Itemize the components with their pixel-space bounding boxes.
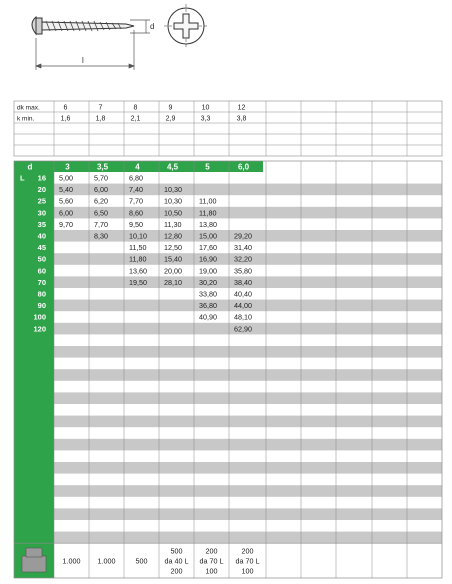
- table-stripe: [54, 416, 442, 428]
- pack-quantity: 500: [135, 556, 148, 566]
- price-cell: 5,70: [94, 173, 108, 183]
- price-cell: 10,50: [164, 208, 182, 218]
- table-stripe: [54, 462, 442, 474]
- diameter-header: 4,5: [166, 162, 179, 172]
- price-cell: 11,80: [129, 254, 147, 264]
- price-cell: 11,50: [129, 243, 147, 253]
- price-cell: 6,20: [94, 196, 108, 206]
- spec-value: 2,9: [165, 115, 176, 123]
- spec-value: 8: [133, 104, 138, 112]
- diameter-header: 3: [65, 162, 70, 172]
- spec-value: 1,6: [60, 115, 71, 123]
- price-cell: 15,00: [199, 231, 217, 241]
- table-stripe: [54, 346, 442, 358]
- price-cell: 7,40: [129, 185, 143, 195]
- price-cell: 13,60: [129, 266, 147, 276]
- price-cell: 11,00: [199, 196, 217, 206]
- price-cell: 62,90: [234, 324, 252, 334]
- length-label: 25: [37, 196, 46, 206]
- price-cell: 35,80: [234, 266, 252, 276]
- length-label: 45: [37, 243, 46, 253]
- price-cell: 32,20: [234, 254, 252, 264]
- dimension-d-label: d: [150, 22, 155, 31]
- price-cell: 9,50: [129, 219, 143, 229]
- table-stripe: [54, 485, 442, 497]
- price-cell: 6,00: [59, 208, 73, 218]
- length-label: 16: [37, 173, 46, 183]
- price-cell: 8,60: [129, 208, 143, 218]
- price-cell: 38,40: [234, 277, 252, 287]
- price-cell: 10,30: [164, 185, 182, 195]
- diameter-header: 6,0: [237, 162, 250, 172]
- pack-quantity: da 70 L: [235, 556, 260, 566]
- price-cell: 16,90: [199, 254, 217, 264]
- price-cell: 8,30: [94, 231, 108, 241]
- dimension-l-label: l: [82, 56, 84, 65]
- price-cell: 28,10: [164, 277, 182, 287]
- table-stripe: [54, 392, 442, 404]
- price-cell: 6,50: [94, 208, 108, 218]
- price-cell: 30,20: [199, 277, 217, 287]
- price-cell: 13,80: [199, 219, 217, 229]
- pack-quantity: da 70 L: [199, 556, 224, 566]
- price-cell: 11,80: [199, 208, 217, 218]
- spec-value: 12: [237, 104, 246, 112]
- price-cell: 40,40: [234, 289, 252, 299]
- length-column: [14, 172, 54, 578]
- price-cell: 7,70: [94, 219, 108, 229]
- pack-quantity: 100: [205, 566, 218, 576]
- price-cell: 6,80: [129, 173, 143, 183]
- spec-value: 3,8: [236, 115, 247, 123]
- length-label: 35: [37, 219, 46, 229]
- price-cell: 48,10: [234, 312, 252, 322]
- spec-value: 1,8: [95, 115, 106, 123]
- table-stripe: [54, 532, 442, 544]
- price-cell: 33,80: [199, 289, 217, 299]
- price-cell: 6,00: [94, 185, 108, 195]
- spec-row-label: dk max.: [17, 104, 40, 112]
- pack-quantity: 200: [170, 566, 183, 576]
- length-label: 80: [37, 289, 46, 299]
- price-cell: 19,50: [129, 277, 147, 287]
- price-cell: 15,40: [164, 254, 182, 264]
- table-stripe: [54, 369, 442, 381]
- spec-row-label: k min.: [17, 115, 35, 123]
- spec-value: 9: [168, 104, 173, 112]
- diameter-header: 5: [205, 162, 210, 172]
- spec-value: 2,1: [130, 115, 141, 123]
- pack-quantity: 500: [170, 546, 183, 556]
- price-cell: 5,40: [59, 185, 73, 195]
- length-prefix: L: [20, 173, 25, 183]
- price-cell: 20,00: [164, 266, 182, 276]
- price-cell: 5,00: [59, 173, 73, 183]
- spec-value: 10: [201, 104, 210, 112]
- length-label: 40: [37, 231, 46, 241]
- length-label: 60: [37, 266, 46, 276]
- price-cell: 17,60: [199, 243, 217, 253]
- pack-quantity: 1.000: [62, 556, 81, 566]
- length-label: 70: [37, 277, 46, 287]
- pack-quantity: da 40 L: [164, 556, 189, 566]
- length-label: 100: [33, 312, 46, 322]
- price-cell: 12,80: [164, 231, 182, 241]
- price-cell: 7,70: [129, 196, 143, 206]
- price-cell: 29,20: [234, 231, 252, 241]
- price-cell: 40,90: [199, 312, 217, 322]
- price-cell: 10,10: [129, 231, 147, 241]
- spec-value: 7: [98, 104, 103, 112]
- price-cell: 31,40: [234, 243, 252, 253]
- length-label: 120: [33, 324, 46, 334]
- table-stripe: [54, 439, 442, 451]
- price-cell: 19,00: [199, 266, 217, 276]
- corner-label: d: [27, 162, 33, 172]
- spec-value: 6: [63, 104, 68, 112]
- table-stripe: [54, 508, 442, 520]
- pack-quantity: 200: [205, 546, 218, 556]
- spec-table-frame: [14, 101, 442, 156]
- table-stripe: [54, 207, 442, 219]
- price-cell: 36,80: [199, 301, 217, 311]
- price-cell: 11,30: [164, 219, 182, 229]
- diameter-header: 3,5: [96, 162, 109, 172]
- length-label: 20: [37, 185, 46, 195]
- diameter-header: 4: [135, 162, 140, 172]
- pack-quantity: 200: [241, 546, 254, 556]
- length-label: 90: [37, 301, 46, 311]
- price-cell: 5,60: [59, 196, 73, 206]
- pack-quantity: 1.000: [97, 556, 116, 566]
- table-stripe: [54, 184, 442, 196]
- length-label: 30: [37, 208, 46, 218]
- price-cell: 44,00: [234, 301, 252, 311]
- price-cell: 9,70: [59, 219, 73, 229]
- length-label: 50: [37, 254, 46, 264]
- price-cell: 10,30: [164, 196, 182, 206]
- price-cell: 12,50: [164, 243, 182, 253]
- spec-value: 3,3: [200, 115, 211, 123]
- pack-quantity: 100: [241, 566, 254, 576]
